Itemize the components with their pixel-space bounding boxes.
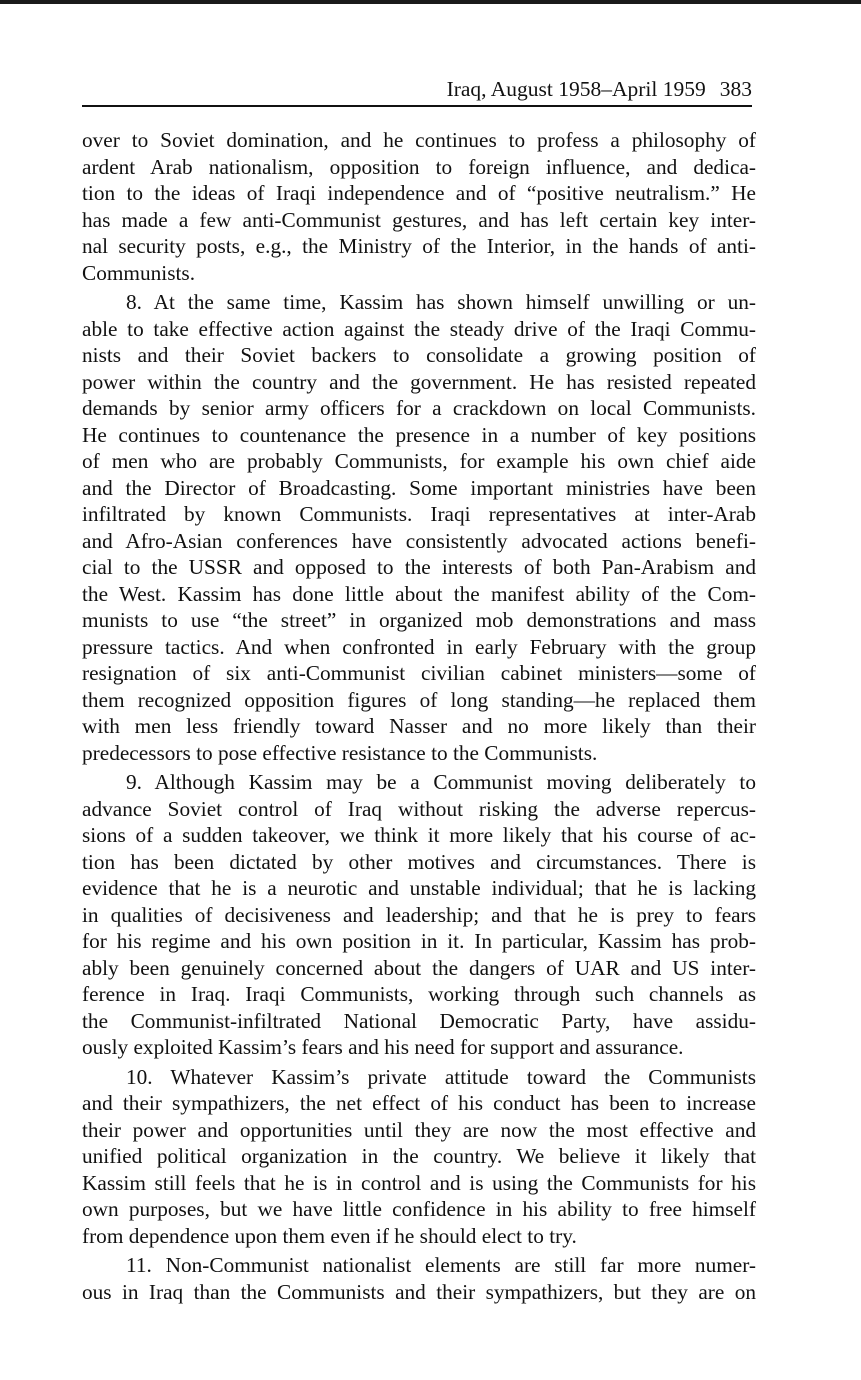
text-line: ardent Arab nationalism, opposition to foreign influence, and dedica- — [82, 154, 756, 179]
text-line: Kassim still feels that he is in control and is using the Communists for his — [82, 1170, 756, 1195]
text-line: predecessors to pose effective resistance to the Communists. — [82, 740, 598, 765]
text-line: of men who are probably Communists, for example his own chief aide — [82, 449, 756, 473]
paragraph-9 — [82, 769, 756, 1061]
page-top-edge — [0, 0, 861, 4]
paragraph-11 — [82, 1252, 756, 1305]
text-line: them recognized opposition figures of long standing—he replaced them — [82, 687, 756, 712]
text-line: nal security posts, e.g., the Ministry of the Interior, in the hands of anti- — [82, 234, 756, 258]
text-line: with men less friendly toward Nasser and no more likely than their — [82, 714, 756, 738]
text-line: has made a few anti-Communist gestures, and has left certain key inter- — [82, 207, 756, 232]
text-line: and their sympathizers, the net effect of his conduct has been to increase — [82, 1091, 756, 1115]
text-line: for his regime and his own position in it. In particular, Kassim has prob- — [82, 929, 756, 953]
running-head-title: Iraq, August 1958–April 1959 — [446, 77, 706, 101]
text-line: 11. Non-Communist nationalist elements are still far more numer- — [126, 1253, 756, 1277]
text-line: ously exploited Kassim’s fears and his need for support and assurance. — [82, 1035, 684, 1059]
text-line: unified political organization in the country. We believe it likely that — [82, 1144, 756, 1168]
header-rule — [82, 105, 752, 107]
paragraph-8 — [82, 289, 756, 766]
text-line: ference in Iraq. Iraqi Communists, working through such channels as — [82, 982, 756, 1006]
paragraph-10 — [82, 1064, 756, 1250]
text-line: in qualities of decisiveness and leadership; and that he is prey to fears — [82, 902, 756, 927]
text-line: advance Soviet control of Iraq without risking the adverse repercus- — [82, 796, 756, 821]
text-line: resignation of six anti-Communist civilian cabinet ministers—some of — [82, 661, 756, 685]
text-line: ably been genuinely concerned about the dangers of UAR and US inter- — [82, 955, 756, 980]
text-line: tion has been dictated by other motives and circumstances. There is — [82, 849, 756, 874]
text-line: own purposes, but we have little confidence in his ability to free himself — [82, 1197, 756, 1221]
text-line: tion to the ideas of Iraqi independence and of “positive neutralism.” He — [82, 181, 756, 205]
text-line: munists to use “the street” in organized mob demonstrations and mass — [82, 608, 756, 632]
text-line: their power and opportunities until they are now the most effective and — [82, 1117, 756, 1142]
text-line: cial to the USSR and opposed to the interests of both Pan-Arabism and — [82, 555, 756, 579]
text-line: sions of a sudden takeover, we think it more likely that his course of ac- — [82, 823, 756, 847]
text-line: Communists. — [82, 260, 196, 285]
text-line: from dependence upon them even if he should elect to try. — [82, 1223, 577, 1248]
text-line: over to Soviet domination, and he continues to profess a philosophy of — [82, 128, 756, 152]
text-line: evidence that he is a neurotic and unstable individual; that he is lacking — [82, 876, 756, 900]
paragraph-continuation — [82, 127, 756, 286]
text-line: 10. Whatever Kassim’s private attitude toward the Communists — [126, 1064, 756, 1089]
text-line: 9. Although Kassim may be a Communist moving deliberately to — [126, 770, 756, 794]
text-line: pressure tactics. And when confronted in early February with the group — [82, 634, 756, 659]
text-line: and Afro-Asian conferences have consistently advocated actions benefi- — [82, 528, 756, 553]
text-line: and the Director of Broadcasting. Some important ministries have been — [82, 475, 756, 500]
text-line: demands by senior army officers for a crackdown on local Communists. — [82, 396, 756, 420]
text-line: 8. At the same time, Kassim has shown himself unwilling or un- — [126, 290, 756, 314]
text-line: power within the country and the government. He has resisted repeated — [82, 369, 756, 394]
body-text — [82, 127, 756, 1308]
text-line: the Communist-infiltrated National Democratic Party, have assidu- — [82, 1008, 756, 1033]
text-line: nists and their Soviet backers to consolidate a growing position of — [82, 343, 756, 367]
text-line: the West. Kassim has done little about the manifest ability of the Com- — [82, 581, 756, 606]
text-line: ous in Iraq than the Communists and their sympathizers, but they are on — [82, 1279, 756, 1304]
page-number: 383 — [719, 77, 752, 101]
running-head — [82, 76, 752, 102]
text-line: infiltrated by known Communists. Iraqi representatives at inter-Arab — [82, 502, 756, 526]
text-line: He continues to countenance the presence in a number of key positions — [82, 422, 756, 447]
text-line: able to take effective action against the steady drive of the Iraqi Commu- — [82, 316, 756, 341]
